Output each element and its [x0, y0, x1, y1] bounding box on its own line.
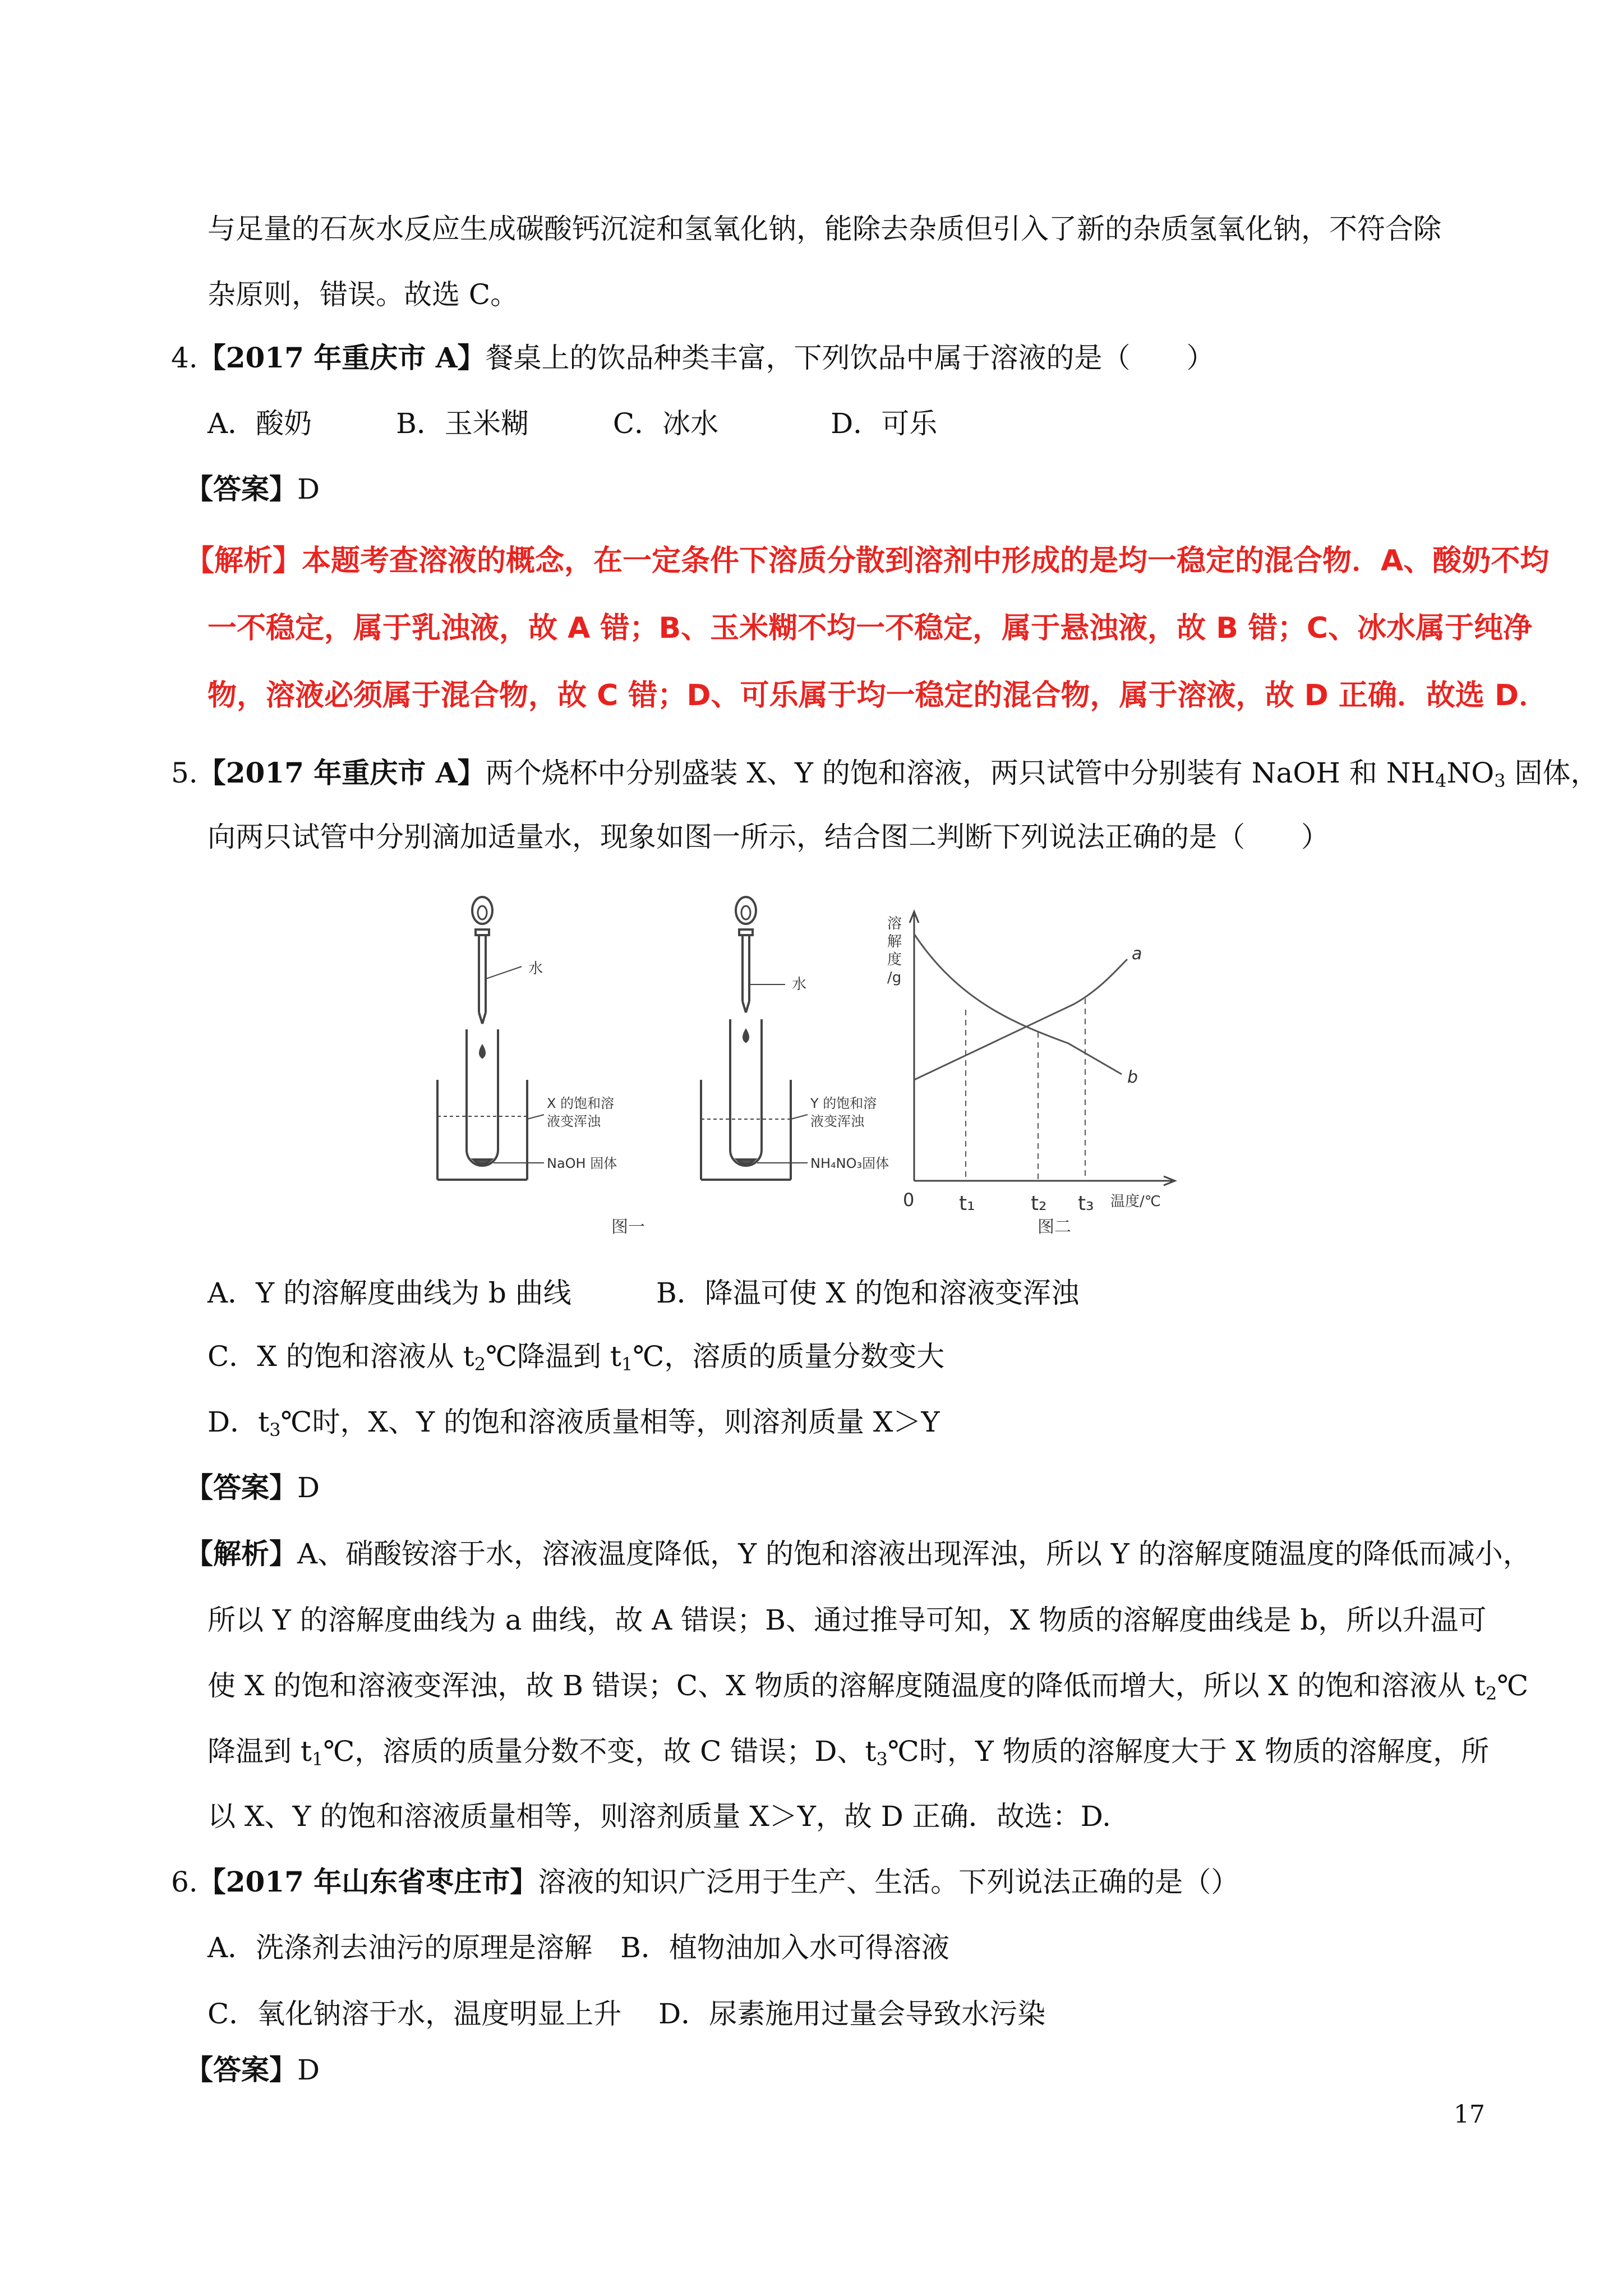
label-solid-1: NaOH 固体: [547, 1156, 617, 1171]
label-beaker-2-line-2: 液变浑浊: [810, 1114, 864, 1129]
question-6-options-line-2: C．氧化钠溶于水，温度明显上升 D．尿素施用过量会导致水污染: [208, 1998, 1046, 2030]
label-beaker-2-line-1: Y 的饱和溶: [810, 1096, 877, 1111]
question-6-answer: [185, 2053, 320, 2087]
option-text: C．X 的饱和溶液从 t: [208, 1340, 474, 1373]
question-number: 6.: [171, 1866, 198, 1898]
apparatus-naoh: [437, 897, 544, 1180]
subscript: 1: [312, 1749, 324, 1770]
continuation-line-1: 与足量的石灰水反应生成碳酸钙沉淀和氢氧化钠，能除去杂质但引入了新的杂质氢氧化钠，不符合除: [208, 213, 1441, 245]
analysis-text: 降温到 t: [208, 1735, 312, 1768]
apparatus-nh4no3: [701, 897, 808, 1180]
question-4-analysis-line-2: 一不稳定，属于乳浊液，故 A 错；B、玉米糊不均一不稳定，属于悬浊液，故 B 错；C、冰水属于纯净: [208, 611, 1533, 645]
subscript: 1: [621, 1354, 633, 1375]
option-text: D．t: [208, 1406, 270, 1438]
curve-b-label: b: [1127, 1068, 1138, 1087]
subscript: 3: [269, 1419, 281, 1441]
question-5-option-d: [208, 1405, 939, 1439]
option-text: ℃，溶质的质量分数变大: [633, 1340, 945, 1373]
option-text: ℃降温到 t: [486, 1340, 622, 1373]
y-label-char-4: /g: [887, 969, 902, 986]
option-text: ℃时，X、Y 的饱和溶液质量相等，则溶剂质量 X＞Y: [280, 1406, 940, 1438]
question-number: 5.: [171, 757, 198, 789]
question-5-option-b: B．降温可使 X 的饱和溶液变浑浊: [656, 1277, 1080, 1309]
question-6-options-line-1: A．洗涤剂去油污的原理是溶解 B．植物油加入水可得溶液: [208, 1931, 949, 1964]
analysis-text: ℃，溶质的质量分数不变，故 C 错误；D、t: [323, 1735, 877, 1768]
analysis-text: 本题考查溶液的概念，在一定条件下溶质分散到溶剂中形成的是均一稳定的混合物．A、酸奶不均: [302, 544, 1550, 578]
question-5-option-c: [208, 1340, 944, 1373]
label-solid-2: NH₄NO₃固体: [810, 1156, 889, 1171]
question-5-analysis-line-4: [208, 1734, 1489, 1768]
question-4-options: A．酸奶 B．玉米糊 C．冰水 D．可乐: [208, 407, 938, 440]
question-text: 两个烧杯中分别盛装 X、Y 的饱和溶液，两只试管中分别装有 NaOH 和 NH: [485, 757, 1436, 789]
label-water-1: 水: [528, 960, 543, 977]
tick-t2: t₂: [1031, 1192, 1047, 1215]
question-4-analysis-line-1: [185, 544, 1549, 578]
caption-figure-1: 图一: [611, 1217, 645, 1237]
question-5-analysis-line-3: [208, 1669, 1528, 1703]
answer-value: D: [297, 1471, 320, 1504]
question-6-stem: [171, 1865, 1239, 1899]
question-number: 4.: [171, 342, 198, 374]
curve-a-label: a: [1132, 944, 1142, 964]
water-drop: [480, 1046, 485, 1057]
subscript: 3: [1494, 770, 1506, 792]
label-water-2: 水: [792, 976, 807, 993]
y-label-char-3: 度: [887, 951, 902, 968]
tick-t3: t₃: [1078, 1192, 1094, 1215]
question-4-stem: [171, 341, 1215, 375]
analysis-text: ℃时，Y 物质的溶解度大于 X 物质的溶解度，所: [887, 1735, 1490, 1768]
question-text: 溶液的知识广泛用于生产、生活。下列说法正确的是（）: [538, 1866, 1239, 1898]
question-5-analysis-line-2: 所以 Y 的溶解度曲线为 a 曲线，故 A 错误；B、通过推导可知，X 物质的溶解度曲线是 b，所以升温可: [208, 1604, 1487, 1636]
answer-value: D: [297, 473, 320, 505]
question-4-analysis-line-3: 物，溶液必须属于混合物，故 C 错；D、可乐属于均一稳定的混合物，属于溶液，故 D 正确．故选 D．: [208, 679, 1548, 712]
question-source: 【2017 年重庆市 A】: [197, 756, 486, 789]
answer-label: 【答案】: [185, 2053, 297, 2086]
question-5-analysis-line-1: [185, 1537, 1531, 1571]
question-5-figure: [426, 895, 1223, 1254]
origin-label: 0: [903, 1189, 915, 1211]
label-beaker-1-line-2: 液变浑浊: [547, 1114, 601, 1129]
question-text: 餐桌上的饮品种类丰富，下列饮品中属于溶液的是（ ）: [485, 342, 1215, 374]
answer-label: 【答案】: [185, 1471, 297, 1504]
question-5-stem-line-2: 向两只试管中分别滴加适量水，现象如图一所示，结合图二判断下列说法正确的是（ ）: [208, 821, 1329, 853]
question-5-option-a: A．Y 的溶解度曲线为 b 曲线: [208, 1277, 571, 1309]
question-source: 【2017 年山东省枣庄市】: [197, 1865, 538, 1898]
analysis-label: 【解析】: [185, 544, 302, 578]
y-label-char-1: 溶: [887, 915, 902, 932]
x-axis-label: 温度/℃: [1110, 1193, 1161, 1210]
label-beaker-1-line-1: X 的饱和溶: [547, 1096, 615, 1111]
analysis-text: A、硝酸铵溶于水，溶液温度降低，Y 的饱和溶液出现浑浊，所以 Y 的溶解度随温度的降低而减小，: [297, 1538, 1531, 1570]
answer-label: 【答案】: [185, 472, 297, 505]
subscript: 4: [1435, 770, 1447, 792]
question-5-stem-line-1: [171, 756, 1598, 790]
page-number: 17: [1454, 2100, 1485, 2129]
subscript: 3: [876, 1749, 888, 1770]
question-5-answer: [185, 1471, 320, 1504]
analysis-text: ℃: [1497, 1669, 1529, 1702]
curve-b: [914, 934, 1122, 1074]
continuation-line-2: 杂原则，错误。故选 C。: [208, 278, 519, 311]
question-source: 【2017 年重庆市 A】: [197, 341, 486, 374]
question-5-analysis-line-5: 以 X、Y 的饱和溶液质量相等，则溶剂质量 X＞Y，故 D 正确．故选：D.: [208, 1800, 1111, 1833]
tick-t1: t₁: [959, 1192, 975, 1215]
analysis-label: 【解析】: [185, 1537, 297, 1570]
y-label-char-2: 解: [887, 933, 902, 950]
answer-value: D: [297, 2054, 320, 2086]
caption-figure-2: 图二: [1038, 1217, 1071, 1237]
curve-a: [914, 959, 1127, 1080]
figure-svg: [426, 895, 1223, 1254]
question-4-answer: [185, 472, 320, 506]
subscript: 2: [1486, 1683, 1497, 1704]
subscript: 2: [474, 1354, 486, 1375]
question-text: NO: [1446, 757, 1495, 789]
water-drop: [744, 1030, 748, 1042]
question-text: 固体，: [1505, 757, 1599, 789]
analysis-text: 使 X 的饱和溶液变浑浊，故 B 错误；C、X 物质的溶解度随温度的降低而增大，所以 X 的饱和溶液从 t: [208, 1669, 1486, 1702]
